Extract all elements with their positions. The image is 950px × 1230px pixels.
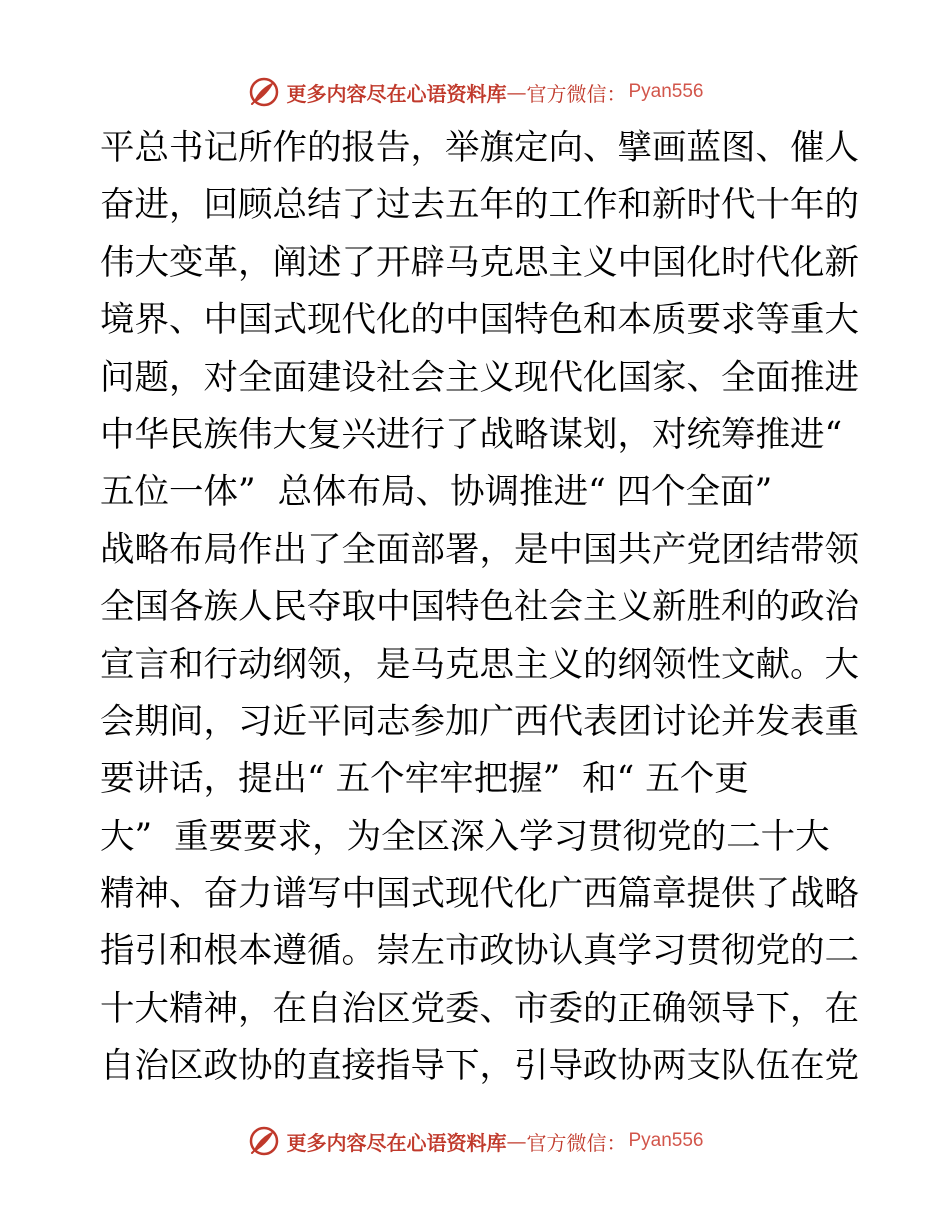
footer-banner [0, 1121, 950, 1161]
document-body [100, 120, 860, 1096]
text-line: 伟大变革，阐述了开辟马克思主义中国化时代化新 [100, 242, 859, 283]
text-line: 奋进，回顾总结了过去五年的工作和新时代十年的 [100, 185, 859, 226]
text-line: 自治区政协的直接指导下，引导政协两支队伍在党 [100, 1046, 859, 1087]
text-line: 精神、奋力谱写中国式现代化广西篇章提供了战略 [100, 874, 859, 915]
text-line: 中华民族伟大复兴进行了战略谋划，对统筹推进“ [100, 414, 843, 455]
text-line: 战略布局作出了全面部署，是中国共产党团结带领 [100, 529, 859, 570]
wechat-label: 官方微信： [526, 81, 627, 106]
text-line: 要讲话，提出“ 五个牢牢把握” 和“ 五个更 [100, 759, 749, 800]
text-line: 会期间，习近平同志参加广西代表团讨论并发表重 [100, 701, 859, 742]
text-line: 境界、中国式现代化的中国特色和本质要求等重大 [100, 300, 859, 341]
header-banner [0, 72, 950, 112]
text-line: 十大精神，在自治区党委、市委的正确领导下，在 [100, 988, 859, 1029]
wechat-id: Pyan556 [628, 81, 704, 102]
banner-text: 更多内容尽在心语资料库 [286, 1130, 507, 1155]
text-line: 指引和根本遵循。崇左市政协认真学习贯彻党的二 [100, 931, 859, 972]
wechat-label: 官方微信： [526, 1130, 627, 1155]
text-line: 大” 重要要求，为全区深入学习贯彻党的二十大 [100, 816, 830, 857]
banner-dash: — [506, 1129, 527, 1153]
pen-logo-icon [246, 1123, 282, 1159]
banner-dash: — [506, 80, 527, 104]
text-line: 全国各族人民夺取中国特色社会主义新胜利的政治 [100, 587, 859, 628]
wechat-id: Pyan556 [628, 1130, 704, 1151]
banner-text: 更多内容尽在心语资料库 [286, 81, 507, 106]
pen-logo-icon [246, 74, 282, 110]
text-line: 宣言和行动纲领，是马克思主义的纲领性文献。大 [100, 644, 859, 685]
text-line: 五位一体” 总体布局、协调推进“ 四个全面” [100, 472, 773, 513]
text-line: 问题，对全面建设社会主义现代化国家、全面推进 [100, 357, 859, 398]
text-line: 平总书记所作的报告，举旗定向、擘画蓝图、催人 [100, 128, 859, 168]
